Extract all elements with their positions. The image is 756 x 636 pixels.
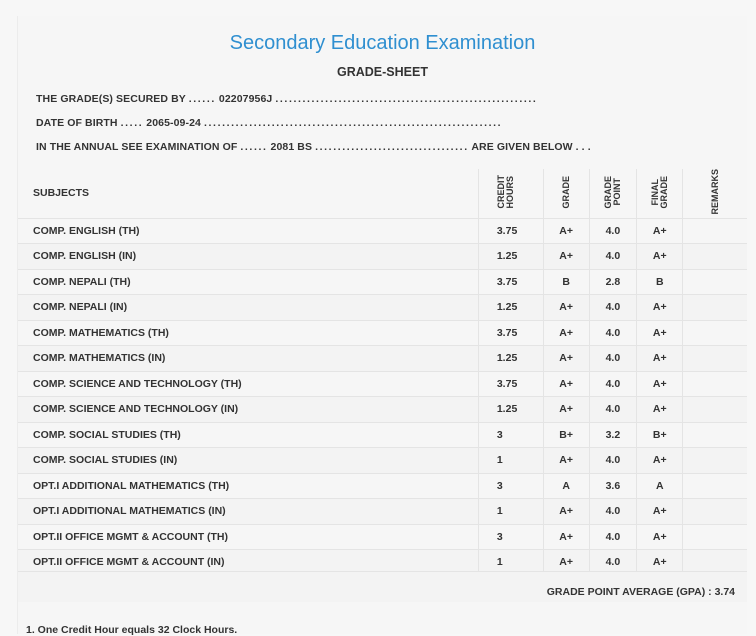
dot-leader: .................................................................. <box>204 117 503 129</box>
exam-label: IN THE ANNUAL SEE EXAMINATION OF <box>36 141 238 153</box>
header-remarks <box>683 169 747 218</box>
table-row <box>18 244 747 270</box>
exam-line <box>36 141 591 153</box>
grade-point-cell: 4.0 <box>589 320 637 346</box>
subject-cell: COMP. SCIENCE AND TECHNOLOGY (IN) <box>18 397 478 423</box>
final-grade-cell: A+ <box>637 550 683 575</box>
final-grade-cell: A+ <box>637 320 683 346</box>
table-row <box>18 371 747 397</box>
credit-cell: 1.25 <box>478 346 543 372</box>
dot-leader: ...... <box>240 141 268 153</box>
credit-cell: 3 <box>478 473 543 499</box>
credit-cell: 3.75 <box>478 218 543 244</box>
credit-cell: 1.25 <box>478 295 543 321</box>
grade-point-cell: 4.0 <box>589 448 637 474</box>
grade-cell: A+ <box>543 524 589 550</box>
grade-cell: A+ <box>543 448 589 474</box>
grade-point-cell: 3.2 <box>589 422 637 448</box>
table-row <box>18 295 747 321</box>
grade-cell: A+ <box>543 550 589 575</box>
remarks-cell <box>683 218 747 244</box>
secured-by-label: THE GRADE(S) SECURED BY <box>36 93 186 105</box>
grade-cell: A+ <box>543 320 589 346</box>
footnote: 1. One Credit Hour equals 32 Clock Hours. <box>26 624 238 636</box>
credit-cell: 3.75 <box>478 371 543 397</box>
grade-point-cell: 4.0 <box>589 397 637 423</box>
subject-cell: COMP. MATHEMATICS (IN) <box>18 346 478 372</box>
final-grade-cell: A+ <box>637 524 683 550</box>
subject-cell: COMP. ENGLISH (IN) <box>18 244 478 270</box>
grade-point-cell: 4.0 <box>589 295 637 321</box>
final-grade-cell: A+ <box>637 397 683 423</box>
table-row <box>18 269 747 295</box>
dot-leader: ..... <box>120 117 144 129</box>
remarks-cell <box>683 244 747 270</box>
grade-cell: A+ <box>543 346 589 372</box>
header-grade-point-label: GRADE POINT <box>602 175 622 209</box>
header-final-grade-label: FINAL GRADE <box>649 175 669 209</box>
subject-cell: COMP. NEPALI (TH) <box>18 269 478 295</box>
sheet-subtitle: GRADE-SHEET <box>337 65 428 79</box>
dob-line <box>36 117 502 129</box>
subject-cell: COMP. NEPALI (IN) <box>18 295 478 321</box>
exam-suffix: ARE GIVEN BELOW . . . <box>471 141 591 153</box>
remarks-cell <box>683 397 747 423</box>
gpa-section <box>18 571 747 602</box>
table-row <box>18 448 747 474</box>
subject-cell: COMP. SOCIAL STUDIES (TH) <box>18 422 478 448</box>
table-row <box>18 499 747 525</box>
subject-cell: COMP. SOCIAL STUDIES (IN) <box>18 448 478 474</box>
grade-point-cell: 4.0 <box>589 371 637 397</box>
page-title: Secondary Education Examination <box>229 32 536 54</box>
final-grade-cell: A+ <box>637 499 683 525</box>
credit-cell: 3 <box>478 422 543 448</box>
dot-leader: .................................. <box>315 141 469 153</box>
subject-cell: COMP. ENGLISH (TH) <box>18 218 478 244</box>
remarks-cell <box>683 473 747 499</box>
final-grade-cell: B <box>637 269 683 295</box>
grade-point-cell: 4.0 <box>589 244 637 270</box>
final-grade-cell: A+ <box>637 448 683 474</box>
grade-point-cell: 2.8 <box>589 269 637 295</box>
remarks-cell <box>683 422 747 448</box>
grade-point-cell: 4.0 <box>589 346 637 372</box>
gpa-value: 3.74 <box>714 586 735 598</box>
secured-by-line <box>36 93 537 105</box>
symbol-number: 02207956J <box>218 93 273 105</box>
final-grade-cell: A+ <box>637 218 683 244</box>
grade-cell: A+ <box>543 295 589 321</box>
dob-value: 2065-09-24 <box>146 117 201 129</box>
remarks-cell <box>683 295 747 321</box>
header-grade-label: GRADE <box>560 175 571 209</box>
table-row <box>18 422 747 448</box>
grade-cell: A+ <box>543 244 589 270</box>
credit-cell: 1 <box>478 550 543 575</box>
credit-cell: 1 <box>478 499 543 525</box>
final-grade-cell: A+ <box>637 371 683 397</box>
grade-cell: B <box>543 269 589 295</box>
grade-cell: A+ <box>543 371 589 397</box>
grade-point-cell: 4.0 <box>589 550 637 575</box>
grade-point-cell: 4.0 <box>589 218 637 244</box>
gpa-label: GRADE POINT AVERAGE (GPA) : <box>546 586 712 598</box>
table-header <box>18 169 747 218</box>
subject-cell: OPT.I ADDITIONAL MATHEMATICS (IN) <box>18 499 478 525</box>
grade-cell: A+ <box>543 218 589 244</box>
grade-cell: A <box>543 473 589 499</box>
subject-cell: COMP. MATHEMATICS (TH) <box>18 320 478 346</box>
grade-cell: A+ <box>543 499 589 525</box>
credit-cell: 3 <box>478 524 543 550</box>
header-grade <box>543 169 589 218</box>
remarks-cell <box>683 269 747 295</box>
credit-cell: 3.75 <box>478 269 543 295</box>
final-grade-cell: A <box>637 473 683 499</box>
remarks-cell <box>683 524 747 550</box>
grade-cell: A+ <box>543 397 589 423</box>
grade-cell: B+ <box>543 422 589 448</box>
dot-leader: .......................................................... <box>275 93 538 105</box>
grades-table <box>18 169 747 575</box>
subject-cell: OPT.I ADDITIONAL MATHEMATICS (TH) <box>18 473 478 499</box>
table-row <box>18 397 747 423</box>
table-row <box>18 320 747 346</box>
credit-cell: 3.75 <box>478 320 543 346</box>
header-credit-hours <box>478 169 543 218</box>
credit-cell: 1.25 <box>478 244 543 270</box>
header-credit-hours-label: CREDIT HOURS <box>495 175 515 209</box>
remarks-cell <box>683 320 747 346</box>
exam-year: 2081 BS <box>270 141 313 153</box>
credit-cell: 1 <box>478 448 543 474</box>
grade-point-cell: 4.0 <box>589 524 637 550</box>
header-remarks-label: REMARKS <box>709 169 720 215</box>
remarks-cell <box>683 346 747 372</box>
remarks-cell <box>683 448 747 474</box>
final-grade-cell: B+ <box>637 422 683 448</box>
dob-label: DATE OF BIRTH <box>36 117 118 129</box>
subject-cell: OPT.II OFFICE MGMT & ACCOUNT (IN) <box>18 550 478 575</box>
final-grade-cell: A+ <box>637 244 683 270</box>
grade-sheet <box>17 16 747 634</box>
subject-cell: OPT.II OFFICE MGMT & ACCOUNT (TH) <box>18 524 478 550</box>
header-final-grade <box>637 169 683 218</box>
table-row <box>18 473 747 499</box>
header-grade-point <box>589 169 637 218</box>
remarks-cell <box>683 499 747 525</box>
subject-cell: COMP. SCIENCE AND TECHNOLOGY (TH) <box>18 371 478 397</box>
table-row <box>18 524 747 550</box>
dot-leader: ...... <box>188 93 216 105</box>
grade-point-cell: 4.0 <box>589 499 637 525</box>
remarks-cell <box>683 371 747 397</box>
header-subjects: SUBJECTS <box>33 187 90 200</box>
table-row <box>18 346 747 372</box>
table-row <box>18 218 747 244</box>
final-grade-cell: A+ <box>637 295 683 321</box>
final-grade-cell: A+ <box>637 346 683 372</box>
gpa-summary <box>547 586 735 598</box>
grade-point-cell: 3.6 <box>589 473 637 499</box>
credit-cell: 1.25 <box>478 397 543 423</box>
